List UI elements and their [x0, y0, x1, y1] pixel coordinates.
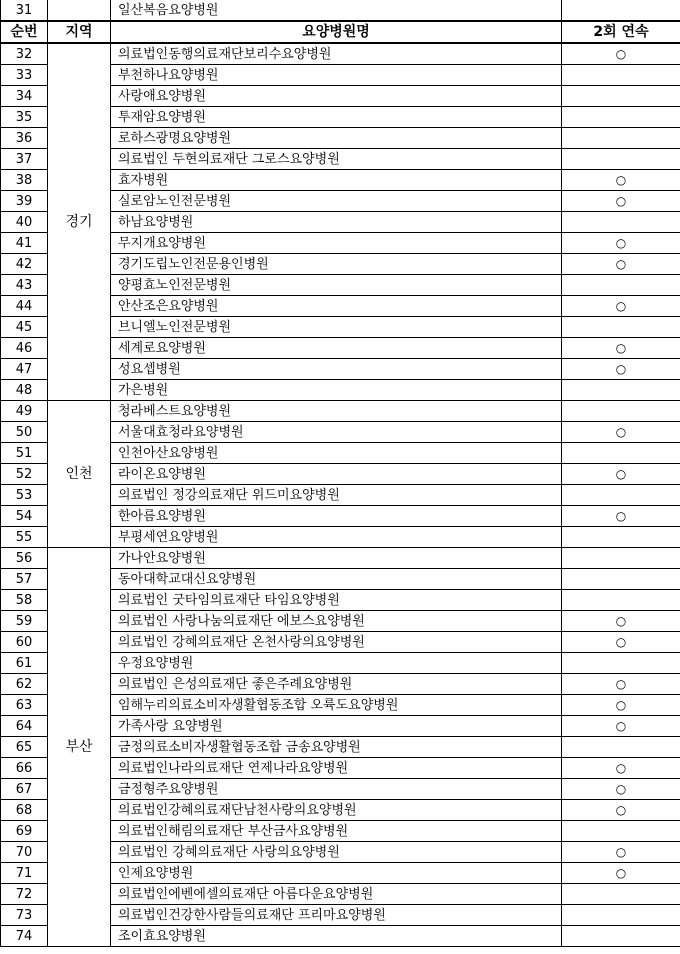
- row-number: 36: [1, 128, 48, 149]
- row-number: 67: [1, 779, 48, 800]
- consecutive-mark: ○: [562, 43, 680, 65]
- consecutive-mark: [562, 926, 680, 947]
- hospital-name: 동아대학교대신요양병원: [111, 569, 562, 590]
- consecutive-mark: [562, 485, 680, 506]
- hospital-name: 의료법인해림의료재단 부산금사요양병원: [111, 821, 562, 842]
- hospital-name: 브니엘노인전문병원: [111, 317, 562, 338]
- hospital-name: 인천아산요양병원: [111, 443, 562, 464]
- consecutive-mark: ○: [562, 338, 680, 359]
- hospital-name: 인제요양병원: [111, 863, 562, 884]
- hospital-name: 경기도립노인전문용인병원: [111, 254, 562, 275]
- table-row: [1, 401, 680, 422]
- consecutive-mark: [562, 275, 680, 296]
- consecutive-mark: [562, 128, 680, 149]
- hospital-name: 의료법인나라의료재단 연제나라요양병원: [111, 758, 562, 779]
- row-number: 43: [1, 275, 48, 296]
- consecutive-mark: ○: [562, 779, 680, 800]
- consecutive-mark: [562, 548, 680, 569]
- row-number: 35: [1, 107, 48, 128]
- hospital-name: 양평효노인전문병원: [111, 275, 562, 296]
- row-number: 71: [1, 863, 48, 884]
- row-number: 60: [1, 632, 48, 653]
- consecutive-mark: [562, 443, 680, 464]
- row-number: 70: [1, 842, 48, 863]
- row-number: 54: [1, 506, 48, 527]
- consecutive-mark: [562, 212, 680, 233]
- row-number: 56: [1, 548, 48, 569]
- table-row: [1, 548, 680, 569]
- consecutive-mark: [562, 821, 680, 842]
- hospital-name: 가나안요양병원: [111, 548, 562, 569]
- table-row: [1, 43, 680, 65]
- region-cell: 부산: [48, 548, 111, 947]
- row-number: 73: [1, 905, 48, 926]
- hospital-name: 한아름요양병원: [111, 506, 562, 527]
- consecutive-mark: [562, 527, 680, 548]
- consecutive-mark: ○: [562, 233, 680, 254]
- hospital-name: 가은병원: [111, 380, 562, 401]
- row-number: 63: [1, 695, 48, 716]
- row-number: 45: [1, 317, 48, 338]
- region-cell: 경기: [48, 43, 111, 401]
- hospital-name: 서울대효청라요양병원: [111, 422, 562, 443]
- consecutive-mark: ○: [562, 170, 680, 191]
- consecutive-mark: [562, 905, 680, 926]
- consecutive-mark: ○: [562, 359, 680, 380]
- row-number: 34: [1, 86, 48, 107]
- consecutive-mark: [562, 569, 680, 590]
- consecutive-mark: ○: [562, 464, 680, 485]
- hospital-name: 청라베스트요양병원: [111, 401, 562, 422]
- row-number: 41: [1, 233, 48, 254]
- row-number: 32: [1, 43, 48, 65]
- table-row: [1, 0, 680, 21]
- consecutive-mark: [562, 653, 680, 674]
- row-number: 49: [1, 401, 48, 422]
- row-number: 38: [1, 170, 48, 191]
- hospital-name: 의료법인에벤에셀의료재단 아름다운요양병원: [111, 884, 562, 905]
- region-cell: [48, 0, 111, 21]
- row-number: 47: [1, 359, 48, 380]
- consecutive-mark: ○: [562, 674, 680, 695]
- hospital-name: 투재암요양병원: [111, 107, 562, 128]
- consecutive-mark: [562, 0, 680, 21]
- row-number: 64: [1, 716, 48, 737]
- consecutive-mark: ○: [562, 254, 680, 275]
- consecutive-mark: ○: [562, 695, 680, 716]
- hospital-name: 일산복음요양병원: [111, 0, 562, 21]
- row-number: 48: [1, 380, 48, 401]
- header-name: 요양병원명: [111, 21, 562, 43]
- hospital-name: 금정의료소비자생활협동조합 금송요양병원: [111, 737, 562, 758]
- hospital-name: 의료법인 굿타임의료재단 타임요양병원: [111, 590, 562, 611]
- consecutive-mark: ○: [562, 422, 680, 443]
- consecutive-mark: [562, 380, 680, 401]
- consecutive-mark: ○: [562, 506, 680, 527]
- consecutive-mark: ○: [562, 611, 680, 632]
- region-cell: 인천: [48, 401, 111, 548]
- row-number: 44: [1, 296, 48, 317]
- row-number: 74: [1, 926, 48, 947]
- row-number: 72: [1, 884, 48, 905]
- consecutive-mark: ○: [562, 842, 680, 863]
- row-number: 65: [1, 737, 48, 758]
- hospital-name: 부평세연요양병원: [111, 527, 562, 548]
- hospital-name: 임해누리의료소비자생활협동조합 오륙도요양병원: [111, 695, 562, 716]
- hospital-name: 하남요양병원: [111, 212, 562, 233]
- row-number: 42: [1, 254, 48, 275]
- row-number: 52: [1, 464, 48, 485]
- table-header: [1, 21, 680, 43]
- row-number: 58: [1, 590, 48, 611]
- hospital-name: 의료법인 강혜의료재단 사랑의요양병원: [111, 842, 562, 863]
- row-number: 51: [1, 443, 48, 464]
- hospital-name: 안산조은요양병원: [111, 296, 562, 317]
- consecutive-mark: [562, 65, 680, 86]
- header-number: 순번: [1, 21, 48, 43]
- row-number: 33: [1, 65, 48, 86]
- consecutive-mark: [562, 107, 680, 128]
- consecutive-mark: ○: [562, 632, 680, 653]
- hospital-name: 성요셉병원: [111, 359, 562, 380]
- row-number: 66: [1, 758, 48, 779]
- hospital-name: 가족사랑 요양병원: [111, 716, 562, 737]
- consecutive-mark: ○: [562, 191, 680, 212]
- hospital-name: 우정요양병원: [111, 653, 562, 674]
- row-number: 50: [1, 422, 48, 443]
- consecutive-mark: [562, 149, 680, 170]
- row-number: 40: [1, 212, 48, 233]
- hospital-name: 세계로요양병원: [111, 338, 562, 359]
- consecutive-mark: [562, 86, 680, 107]
- consecutive-mark: [562, 401, 680, 422]
- hospital-name: 실로암노인전문병원: [111, 191, 562, 212]
- consecutive-mark: ○: [562, 758, 680, 779]
- row-number: 61: [1, 653, 48, 674]
- consecutive-mark: [562, 737, 680, 758]
- consecutive-mark: ○: [562, 296, 680, 317]
- hospital-name: 의료법인건강한사람들의료재단 프리마요양병원: [111, 905, 562, 926]
- hospital-name: 효자병원: [111, 170, 562, 191]
- hospital-name: 금정형주요양병원: [111, 779, 562, 800]
- consecutive-mark: ○: [562, 863, 680, 884]
- hospital-name: 의료법인 두현의료재단 그로스요양병원: [111, 149, 562, 170]
- hospital-name: 의료법인 사랑나눔의료재단 에보스요양병원: [111, 611, 562, 632]
- hospital-name: 조이효요양병원: [111, 926, 562, 947]
- hospital-name: 무지개요양병원: [111, 233, 562, 254]
- consecutive-mark: ○: [562, 716, 680, 737]
- header-region: 지역: [48, 21, 111, 43]
- consecutive-mark: [562, 884, 680, 905]
- row-number: 39: [1, 191, 48, 212]
- row-number: 37: [1, 149, 48, 170]
- consecutive-mark: [562, 590, 680, 611]
- hospital-name: 부천하나요양병원: [111, 65, 562, 86]
- hospital-name: 의료법인 은성의료재단 좋은주례요양병원: [111, 674, 562, 695]
- header-consecutive: 2회 연속: [562, 21, 680, 43]
- consecutive-mark: ○: [562, 800, 680, 821]
- hospital-name: 의료법인 강혜의료재단 온천사랑의요양병원: [111, 632, 562, 653]
- row-number: 68: [1, 800, 48, 821]
- hospital-name: 사랑애요양병원: [111, 86, 562, 107]
- row-number: 57: [1, 569, 48, 590]
- row-number: 31: [1, 0, 48, 21]
- hospital-name: 의료법인동행의료재단보리수요양병원: [111, 43, 562, 65]
- row-number: 59: [1, 611, 48, 632]
- hospital-name: 로하스광명요양병원: [111, 128, 562, 149]
- row-number: 55: [1, 527, 48, 548]
- hospital-name: 의료법인강혜의료재단남천사랑의요양병원: [111, 800, 562, 821]
- hospital-name: 라이온요양병원: [111, 464, 562, 485]
- row-number: 53: [1, 485, 48, 506]
- consecutive-mark: [562, 317, 680, 338]
- row-number: 46: [1, 338, 48, 359]
- row-number: 69: [1, 821, 48, 842]
- hospital-name: 의료법인 정강의료재단 위드미요양병원: [111, 485, 562, 506]
- row-number: 62: [1, 674, 48, 695]
